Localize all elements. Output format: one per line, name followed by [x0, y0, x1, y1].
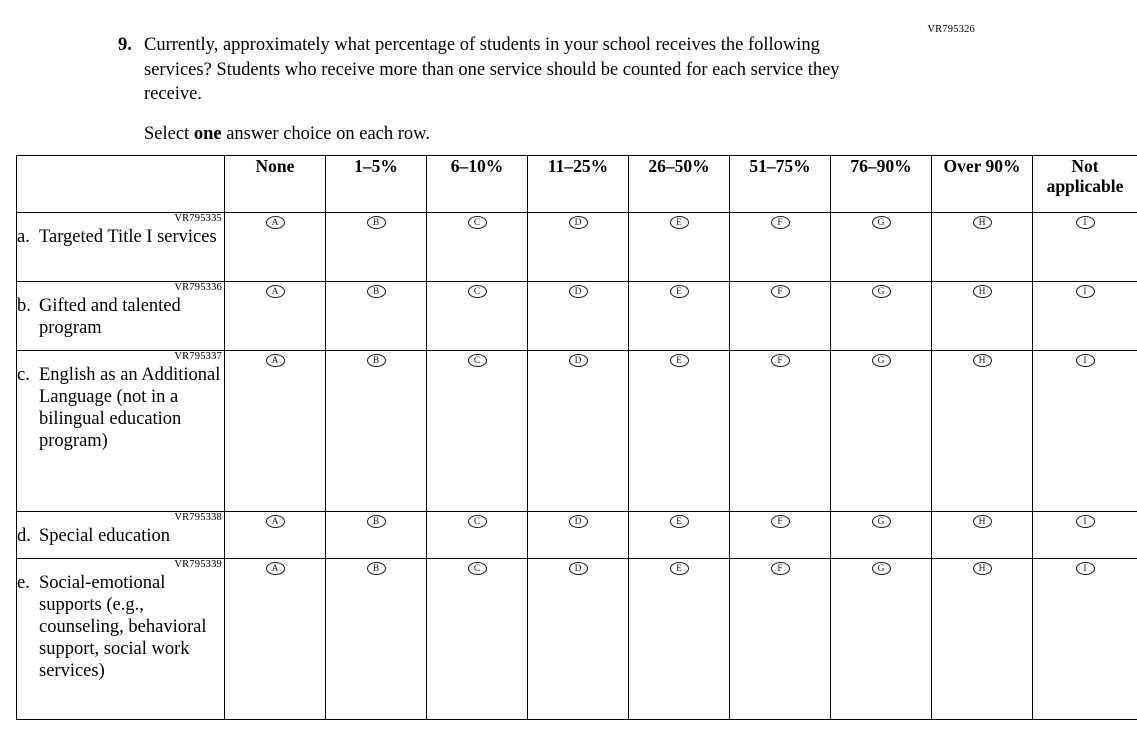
radio-d-6-10[interactable]: [427, 512, 528, 559]
row-variable-code: VR795335: [174, 213, 222, 224]
radio-e-26-50[interactable]: [629, 559, 730, 720]
row-stem-e: [17, 559, 225, 720]
bubble-letter[interactable]: D: [569, 515, 588, 528]
instruction-prefix: Select: [144, 123, 194, 144]
bubble-letter[interactable]: C: [468, 515, 487, 528]
question-block: [118, 33, 878, 146]
row-variable-code: VR795337: [174, 351, 222, 362]
radio-a-none[interactable]: [225, 213, 326, 282]
radio-c-none[interactable]: [225, 351, 326, 512]
bubble-letter[interactable]: I: [1076, 515, 1095, 528]
radio-e-11-25[interactable]: [528, 559, 629, 720]
table-row: [17, 559, 1137, 720]
radio-c-6-10[interactable]: [427, 351, 528, 512]
radio-d-over-90[interactable]: [932, 512, 1033, 559]
column-header-11-25: 11–25%: [528, 156, 629, 213]
bubble-letter[interactable]: E: [670, 562, 689, 575]
bubble-letter[interactable]: I: [1076, 562, 1095, 575]
radio-c-1-5[interactable]: [326, 351, 427, 512]
bubble-letter[interactable]: E: [670, 354, 689, 367]
row-label: Social-emotional supports (e.g., counseling, behavioral support, social work services): [39, 573, 207, 681]
response-matrix: [16, 155, 1123, 720]
row-letter: c.: [17, 365, 30, 385]
radio-c-76-90[interactable]: [831, 351, 932, 512]
row-stem-c: [17, 351, 225, 512]
radio-c-not-applicable[interactable]: [1033, 351, 1137, 512]
bubble-letter[interactable]: H: [973, 285, 992, 298]
bubble-letter[interactable]: C: [468, 354, 487, 367]
radio-b-26-50[interactable]: [629, 282, 730, 351]
bubble-letter[interactable]: F: [771, 562, 790, 575]
radio-e-76-90[interactable]: [831, 559, 932, 720]
bubble-letter[interactable]: C: [468, 285, 487, 298]
column-header-6-10: 6–10%: [427, 156, 528, 213]
column-header-not-applicable: Not applicable: [1033, 156, 1137, 213]
row-letter: d.: [17, 526, 31, 546]
row-stem-a: [17, 213, 225, 282]
radio-c-11-25[interactable]: [528, 351, 629, 512]
row-variable-code: VR795338: [174, 512, 222, 523]
instruction-emphasis: one: [193, 123, 222, 144]
row-stem-body: [17, 226, 224, 248]
column-header-over-90: Over 90%: [932, 156, 1033, 213]
row-label: English as an Additional Language (not in a bilingual education program): [39, 365, 221, 451]
bubble-letter[interactable]: F: [771, 285, 790, 298]
radio-a-26-50[interactable]: [629, 213, 730, 282]
matrix-table: [16, 155, 1137, 720]
bubble-letter[interactable]: E: [670, 216, 689, 229]
radio-c-over-90[interactable]: [932, 351, 1033, 512]
bubble-letter[interactable]: D: [569, 216, 588, 229]
bubble-letter[interactable]: A: [266, 216, 285, 229]
bubble-letter[interactable]: E: [670, 515, 689, 528]
radio-b-11-25[interactable]: [528, 282, 629, 351]
bubble-letter[interactable]: B: [367, 285, 386, 298]
bubble-letter[interactable]: B: [367, 354, 386, 367]
bubble-letter[interactable]: G: [872, 216, 891, 229]
radio-e-none[interactable]: [225, 559, 326, 720]
bubble-letter[interactable]: G: [872, 285, 891, 298]
row-variable-code: VR795336: [174, 282, 222, 293]
table-row: [17, 351, 1137, 512]
matrix-header-row: [17, 156, 1137, 213]
bubble-letter[interactable]: I: [1076, 216, 1095, 229]
radio-b-51-75[interactable]: [730, 282, 831, 351]
column-header-26-50: 26–50%: [629, 156, 730, 213]
bubble-letter[interactable]: A: [266, 515, 285, 528]
row-letter: a.: [17, 227, 30, 247]
radio-a-11-25[interactable]: [528, 213, 629, 282]
bubble-letter[interactable]: A: [266, 562, 285, 575]
row-stem-body: [17, 364, 224, 452]
instruction-suffix: answer choice on each row.: [221, 123, 430, 144]
question-number: 9.: [118, 35, 132, 55]
bubble-letter[interactable]: F: [771, 354, 790, 367]
radio-a-6-10[interactable]: [427, 213, 528, 282]
radio-a-76-90[interactable]: [831, 213, 932, 282]
radio-a-1-5[interactable]: [326, 213, 427, 282]
bubble-letter[interactable]: H: [973, 562, 992, 575]
bubble-letter[interactable]: G: [872, 354, 891, 367]
bubble-letter[interactable]: F: [771, 515, 790, 528]
bubble-letter[interactable]: B: [367, 562, 386, 575]
question-instruction: [144, 122, 878, 147]
row-stem-body: [17, 295, 224, 339]
row-stem-b: [17, 282, 225, 351]
row-stem-body: [17, 525, 224, 547]
bubble-letter[interactable]: I: [1076, 285, 1095, 298]
bubble-letter[interactable]: H: [973, 216, 992, 229]
radio-b-not-applicable[interactable]: [1033, 282, 1137, 351]
radio-b-1-5[interactable]: [326, 282, 427, 351]
matrix-stem-header: [17, 156, 225, 213]
radio-a-not-applicable[interactable]: [1033, 213, 1137, 282]
radio-b-6-10[interactable]: [427, 282, 528, 351]
radio-d-11-25[interactable]: [528, 512, 629, 559]
radio-c-26-50[interactable]: [629, 351, 730, 512]
bubble-letter[interactable]: B: [367, 515, 386, 528]
radio-d-26-50[interactable]: [629, 512, 730, 559]
bubble-letter[interactable]: D: [569, 562, 588, 575]
radio-e-over-90[interactable]: [932, 559, 1033, 720]
bubble-letter[interactable]: G: [872, 562, 891, 575]
column-header-51-75: 51–75%: [730, 156, 831, 213]
matrix-body: [17, 213, 1137, 720]
radio-e-6-10[interactable]: [427, 559, 528, 720]
row-label: Targeted Title I services: [39, 227, 217, 247]
question-text: Currently, approximately what percentage of students in your school receives the following services? Students who receive more than one service should be counted for each service they receive.: [144, 35, 840, 104]
radio-d-51-75[interactable]: [730, 512, 831, 559]
row-stem-d: [17, 512, 225, 559]
bubble-letter[interactable]: C: [468, 216, 487, 229]
table-row: [17, 213, 1137, 282]
radio-e-not-applicable[interactable]: [1033, 559, 1137, 720]
bubble-letter[interactable]: B: [367, 216, 386, 229]
table-row: [17, 282, 1137, 351]
radio-d-not-applicable[interactable]: [1033, 512, 1137, 559]
bubble-letter[interactable]: F: [771, 216, 790, 229]
bubble-letter[interactable]: D: [569, 285, 588, 298]
row-label: Special education: [39, 526, 170, 546]
bubble-letter[interactable]: A: [266, 285, 285, 298]
bubble-letter[interactable]: C: [468, 562, 487, 575]
radio-a-51-75[interactable]: [730, 213, 831, 282]
matrix-header: [17, 156, 1137, 213]
radio-e-51-75[interactable]: [730, 559, 831, 720]
row-variable-code: VR795339: [174, 559, 222, 570]
row-stem-body: [17, 572, 224, 682]
radio-d-none[interactable]: [225, 512, 326, 559]
table-row: [17, 512, 1137, 559]
question-row: [118, 33, 878, 107]
radio-b-over-90[interactable]: [932, 282, 1033, 351]
bubble-letter[interactable]: D: [569, 354, 588, 367]
bubble-letter[interactable]: E: [670, 285, 689, 298]
column-header-1-5: 1–5%: [326, 156, 427, 213]
page-variable-code: VR795326: [927, 24, 975, 35]
column-header-none: None: [225, 156, 326, 213]
radio-a-over-90[interactable]: [932, 213, 1033, 282]
radio-d-1-5[interactable]: [326, 512, 427, 559]
radio-e-1-5[interactable]: [326, 559, 427, 720]
bubble-letter[interactable]: I: [1076, 354, 1095, 367]
bubble-letter[interactable]: G: [872, 515, 891, 528]
bubble-letter[interactable]: H: [973, 354, 992, 367]
radio-b-none[interactable]: [225, 282, 326, 351]
radio-d-76-90[interactable]: [831, 512, 932, 559]
row-letter: b.: [17, 296, 31, 316]
row-letter: e.: [17, 573, 30, 593]
radio-c-51-75[interactable]: [730, 351, 831, 512]
column-header-76-90: 76–90%: [831, 156, 932, 213]
bubble-letter[interactable]: A: [266, 354, 285, 367]
radio-b-76-90[interactable]: [831, 282, 932, 351]
row-label: Gifted and talented program: [39, 296, 181, 338]
bubble-letter[interactable]: H: [973, 515, 992, 528]
